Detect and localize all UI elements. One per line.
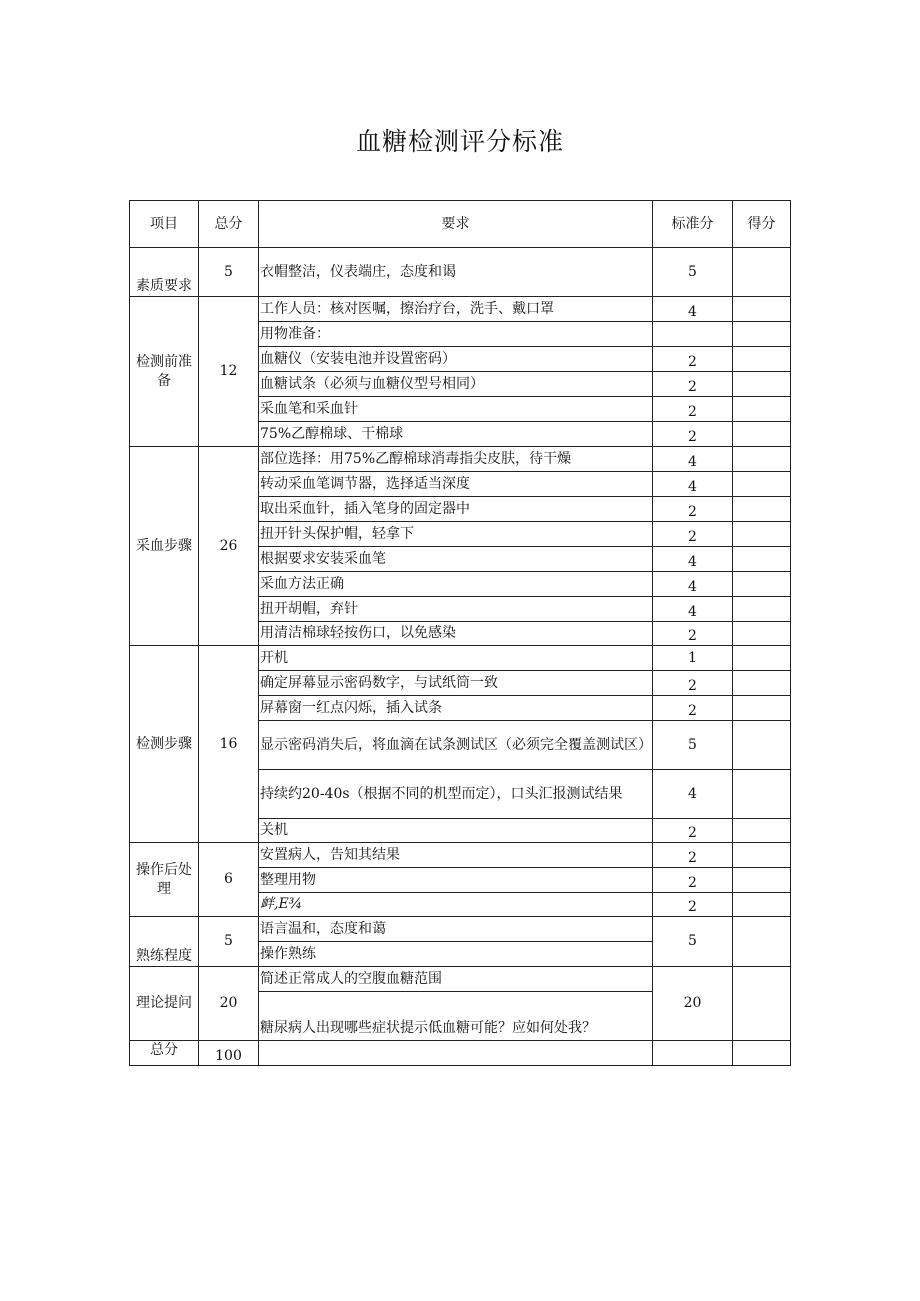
requirement-text: 根据要求安装采血笔 [259, 547, 653, 572]
requirement-text: 血糖仪（安装电池并设置密码） [259, 347, 653, 372]
requirement-text: 开机 [259, 646, 653, 671]
score-cell[interactable] [733, 422, 791, 447]
score-cell[interactable] [733, 696, 791, 721]
score-cell[interactable] [733, 893, 791, 917]
section-total: 20 [199, 967, 259, 1041]
standard-points: 2 [653, 397, 733, 422]
total-label: 总分 [130, 1041, 199, 1066]
standard-points: 2 [653, 843, 733, 868]
standard-points: 4 [653, 447, 733, 472]
standard-points: 2 [653, 671, 733, 696]
standard-points: 2 [653, 497, 733, 522]
requirement-text: 糖尿病人出现哪些症状提示低血糖可能？应如何处我？ [259, 992, 653, 1041]
standard-points: 4 [653, 597, 733, 622]
requirement-text: 操作熟练 [259, 942, 653, 967]
section-total: 5 [199, 248, 259, 297]
standard-points: 4 [653, 297, 733, 322]
section-name: 检测前准备 [130, 297, 199, 447]
table-row [130, 248, 791, 297]
requirement-text: 扭开胡帽，弃针 [259, 597, 653, 622]
score-cell[interactable] [733, 347, 791, 372]
section-name: 采血步骤 [130, 447, 199, 646]
table-row [130, 447, 791, 472]
standard-points: 2 [653, 422, 733, 447]
scoring-table [129, 200, 791, 1066]
table-row [130, 917, 791, 942]
standard-points: 4 [653, 547, 733, 572]
score-cell[interactable] [733, 622, 791, 646]
standard-points: 2 [653, 696, 733, 721]
score-cell[interactable] [733, 447, 791, 472]
requirement-text: 扭开针头保护帽，轻拿下 [259, 522, 653, 547]
standard-points: 2 [653, 622, 733, 646]
score-cell[interactable] [733, 646, 791, 671]
score-cell[interactable] [733, 572, 791, 597]
standard-points: 5 [653, 721, 733, 770]
score-cell[interactable] [733, 967, 791, 1041]
standard-points: 2 [653, 819, 733, 843]
total-row [130, 1041, 791, 1066]
standard-points: 4 [653, 572, 733, 597]
table-row [130, 646, 791, 671]
table-row [130, 967, 791, 992]
requirement-text: 衣帽整洁，仪表端庄，态度和谒 [259, 248, 653, 297]
total-standard-cell [653, 1041, 733, 1066]
requirement-text: 工作人员：核对医嘱，擦治疗台，洗手、戴口罩 [259, 297, 653, 322]
standard-points: 5 [653, 248, 733, 297]
header-row [130, 201, 791, 248]
score-cell[interactable] [733, 917, 791, 967]
score-cell[interactable] [733, 547, 791, 572]
standard-points: 5 [653, 917, 733, 967]
requirement-text: 采血方法正确 [259, 572, 653, 597]
total-score-cell[interactable] [733, 1041, 791, 1066]
requirement-text: 持续约20-40s（根据不同的机型而定），口头汇报测试结果 [259, 770, 653, 819]
score-cell[interactable] [733, 843, 791, 868]
standard-points: 2 [653, 868, 733, 893]
standard-points [653, 322, 733, 347]
standard-points: 1 [653, 646, 733, 671]
requirement-text: 简述正常成人的空腹血糖范围 [259, 967, 653, 992]
header-total: 总分 [199, 201, 259, 248]
total-requirement-cell [259, 1041, 653, 1066]
standard-points: 2 [653, 372, 733, 397]
requirement-text: 整理用物 [259, 868, 653, 893]
section-total: 12 [199, 297, 259, 447]
requirement-text: 确定屏幕显示密码数字，与试纸筒一致 [259, 671, 653, 696]
score-cell[interactable] [733, 497, 791, 522]
requirement-text: 用清洁棉球轻按伤口，以免感染 [259, 622, 653, 646]
score-cell[interactable] [733, 819, 791, 843]
requirement-text: 显示密码消失后，将血滴在试条测试区（必须完全覆盖测试区） [259, 721, 653, 770]
table-row [130, 297, 791, 322]
requirement-text: 用物准备： [259, 322, 653, 347]
score-cell[interactable] [733, 297, 791, 322]
standard-points: 2 [653, 347, 733, 372]
requirement-text: 取出采血针，插入笔身的固定器中 [259, 497, 653, 522]
score-cell[interactable] [733, 472, 791, 497]
score-cell[interactable] [733, 721, 791, 770]
score-cell[interactable] [733, 597, 791, 622]
standard-points: 20 [653, 967, 733, 1041]
standard-points: 2 [653, 893, 733, 917]
requirement-text: 转动采血笔调节器，选择适当深度 [259, 472, 653, 497]
standard-points: 4 [653, 472, 733, 497]
requirement-text: 部位选择：用75%乙醇棉球消毒指尖皮肤，待干燥 [259, 447, 653, 472]
section-name: 熟练程度 [130, 917, 199, 967]
requirement-text: 语言温和，态度和蔼 [259, 917, 653, 942]
section-total: 6 [199, 843, 259, 917]
requirement-text: 安置病人，告知其结果 [259, 843, 653, 868]
header-requirement: 要求 [259, 201, 653, 248]
score-cell[interactable] [733, 322, 791, 347]
total-value: 100 [199, 1041, 259, 1066]
section-name: 理论提问 [130, 967, 199, 1041]
score-cell[interactable] [733, 770, 791, 819]
score-cell[interactable] [733, 248, 791, 297]
score-cell[interactable] [733, 522, 791, 547]
header-item: 项目 [130, 201, 199, 248]
section-name: 操作后处理 [130, 843, 199, 917]
requirement-text: 关机 [259, 819, 653, 843]
page-title: 血糖检测评分标准 [355, 127, 564, 156]
requirement-text: 屏幕窗一红点闪烁，插入试条 [259, 696, 653, 721]
section-name: 素质要求 [130, 248, 199, 297]
standard-points: 2 [653, 522, 733, 547]
section-name: 检测步骤 [130, 646, 199, 843]
header-standard: 标准分 [653, 201, 733, 248]
score-cell[interactable] [733, 868, 791, 893]
section-total: 5 [199, 917, 259, 967]
requirement-text: 衅,E¾ [259, 893, 653, 917]
requirement-text: 75%乙醇棉球、干棉球 [259, 422, 653, 447]
score-cell[interactable] [733, 671, 791, 696]
section-total: 16 [199, 646, 259, 843]
requirement-text: 采血笔和采血针 [259, 397, 653, 422]
score-cell[interactable] [733, 397, 791, 422]
section-total: 26 [199, 447, 259, 646]
header-score: 得分 [733, 201, 791, 248]
score-cell[interactable] [733, 372, 791, 397]
table-row [130, 843, 791, 868]
standard-points: 4 [653, 770, 733, 819]
requirement-text: 血糖试条（必须与血糖仪型号相同） [259, 372, 653, 397]
